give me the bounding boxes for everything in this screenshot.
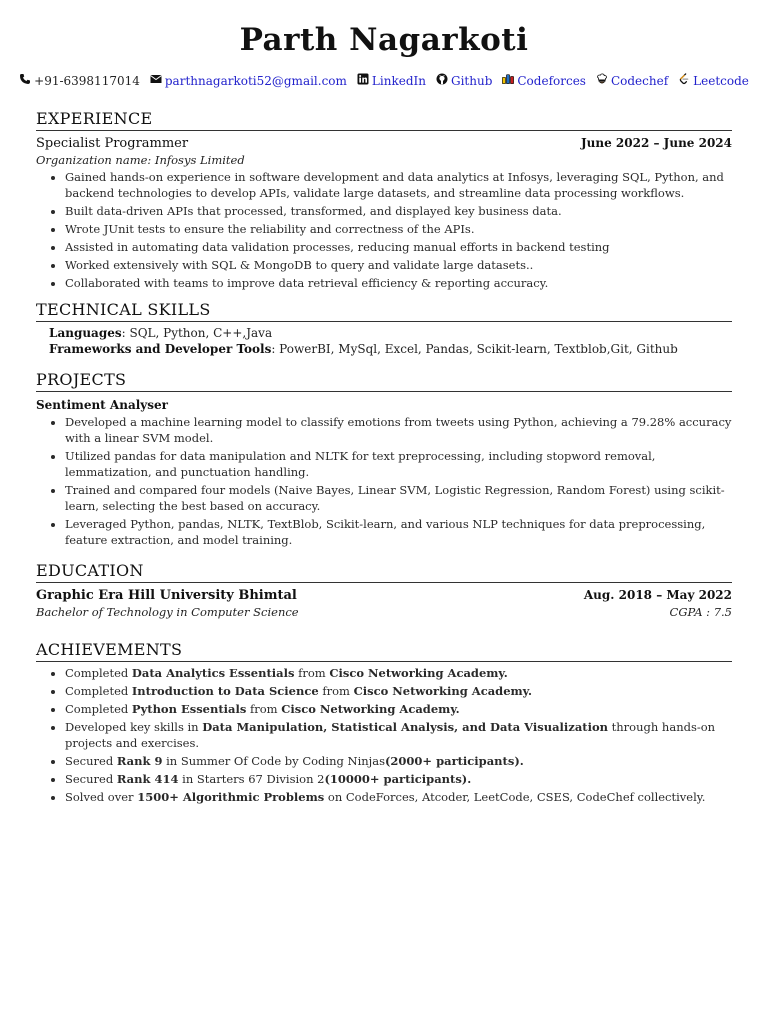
- experience-header: [36, 135, 732, 152]
- resume-page: [34, 0, 749, 805]
- list-item: [65, 771, 732, 787]
- school-name: Graphic Era Hill University Bhimtal: [36, 588, 297, 603]
- achievement-highlight: Data Manipulation, Statistical Analysis, and Data Visualization: [202, 720, 608, 734]
- languages-label: Languages: [49, 326, 122, 340]
- degree: Bachelor of Technology in Computer Science: [36, 605, 299, 619]
- achievement-highlight: (2000+ participants).: [384, 754, 524, 768]
- list-item: [65, 719, 732, 751]
- achievement-highlight: Cisco Networking Academy.: [353, 684, 533, 698]
- leetcode-icon: [678, 73, 690, 89]
- list-item: • Collaborated with teams to improve data retrieval efficiency & reporting accuracy.: [65, 275, 732, 291]
- languages-row: [49, 325, 732, 341]
- achievement-text: through hands-on projects and exercises.: [65, 720, 716, 750]
- achievement-text: Completed: [65, 666, 132, 680]
- achievement-text: Completed: [65, 702, 132, 716]
- candidate-name: Parth Nagarkoti: [239, 22, 529, 58]
- leetcode-link[interactable]: Leetcode: [693, 74, 749, 88]
- achievements-heading: ACHIEVEMENTS: [36, 640, 732, 662]
- list-item: [65, 789, 732, 805]
- cgpa: CGPA : 7.5: [669, 605, 732, 619]
- codeforces-icon: [502, 73, 514, 89]
- experience-bullets: [36, 169, 732, 291]
- education-details: [36, 604, 732, 620]
- list-item: • Worked extensively with SQL & MongoDB to query and validate large datasets..: [65, 257, 732, 273]
- achievement-highlight: Cisco Networking Academy.: [281, 702, 460, 716]
- list-item: [65, 701, 732, 717]
- education-heading: EDUCATION: [36, 561, 732, 583]
- list-item: [65, 683, 732, 699]
- phone-number: +91-6398117014: [34, 74, 140, 88]
- chef-hat-icon: [596, 73, 608, 89]
- codechef-link[interactable]: Codechef: [610, 74, 669, 88]
- email-link[interactable]: parthnagarkoti52@gmail.com: [164, 74, 347, 88]
- achievement-text: Secured: [65, 772, 117, 786]
- tools-row: [49, 341, 732, 357]
- projects-heading: PROJECTS: [36, 370, 732, 392]
- languages-value: : SQL, Python, C++,Java: [121, 326, 273, 340]
- experience-role: Specialist Programmer: [36, 136, 189, 151]
- github-link[interactable]: Github: [450, 74, 493, 88]
- linkedin-icon: [357, 73, 369, 89]
- achievement-text: on CodeForces, Atcoder, LeetCode, CSES, CodeChef collectively.: [324, 790, 706, 804]
- contact-bar: [34, 73, 749, 89]
- achievement-text: from: [246, 702, 282, 716]
- achievement-highlight: Rank 414: [116, 772, 179, 786]
- linkedin-contact[interactable]: [357, 73, 426, 89]
- codechef-contact[interactable]: [596, 73, 668, 89]
- codeforces-link[interactable]: Codeforces: [517, 74, 586, 88]
- achievement-text: in Summer Of Code by Coding Ninjas: [162, 754, 385, 768]
- achievement-text: from: [294, 666, 330, 680]
- achievement-highlight: 1500+ Algorithmic Problems: [137, 790, 325, 804]
- achievement-highlight: Cisco Networking Academy.: [329, 666, 508, 680]
- phone-icon: [19, 73, 31, 89]
- list-item: • Built data-driven APIs that processed, transformed, and displayed key business data.: [65, 203, 732, 219]
- achievement-list: [36, 665, 732, 805]
- list-item: • Gained hands-on experience in software development and data analytics at Infosys, leveraging SQL, Python, and backend technologies to develop APIs, validate large datasets, and streamline data processing workflows.: [65, 169, 732, 201]
- phone-contact[interactable]: [19, 73, 140, 89]
- tools-label: Frameworks and Developer Tools: [49, 342, 272, 356]
- leetcode-contact[interactable]: [678, 73, 749, 89]
- achievement-text: Secured: [65, 754, 117, 768]
- list-item: [65, 753, 732, 769]
- project-bullets: [36, 414, 732, 548]
- experience-heading: EXPERIENCE: [36, 109, 732, 131]
- achievement-text: in Starters 67 Division 2: [178, 772, 325, 786]
- github-contact[interactable]: [436, 73, 492, 89]
- achievement-text: from: [318, 684, 354, 698]
- achievement-highlight: Rank 9: [116, 754, 163, 768]
- list-item: [65, 665, 732, 681]
- achievement-highlight: Data Analytics Essentials: [131, 666, 295, 680]
- linkedin-link[interactable]: LinkedIn: [371, 74, 426, 88]
- project-name: Sentiment Analyser: [36, 398, 168, 412]
- github-icon: [436, 73, 448, 89]
- list-item: • Trained and compared four models (Naive Bayes, Linear SVM, Logistic Regression, Random Forest) using scikit-learn, selecting the best based on accuracy.: [65, 482, 732, 514]
- education-dates: Aug. 2018 – May 2022: [583, 588, 732, 602]
- list-item: • Wrote JUnit tests to ensure the reliability and correctness of the APIs.: [65, 221, 732, 237]
- list-item: • Developed a machine learning model to classify emotions from tweets using Python, achieving a 79.28% accuracy with a linear SVM model.: [65, 414, 732, 446]
- envelope-icon: [150, 73, 162, 89]
- experience-dates: June 2022 – June 2024: [580, 136, 732, 150]
- achievement-text: Developed key skills in: [65, 720, 203, 734]
- skills-heading: TECHNICAL SKILLS: [36, 300, 732, 322]
- list-item: • Leveraged Python, pandas, NLTK, TextBlob, Scikit-learn, and various NLP techniques for data preprocessing, feature extraction, and model training.: [65, 516, 732, 548]
- codeforces-contact[interactable]: [502, 73, 586, 89]
- achievement-highlight: Introduction to Data Science: [131, 684, 319, 698]
- education-header: [36, 587, 732, 604]
- skills-block: [36, 325, 732, 357]
- list-item: • Utilized pandas for data manipulation and NLTK for text preprocessing, including stopword removal, lemmatization, and punctuation handling.: [65, 448, 732, 480]
- achievement-text: Completed: [65, 684, 132, 698]
- email-contact[interactable]: [150, 73, 347, 89]
- achievement-text: Solved over: [65, 790, 138, 804]
- experience-organization: Organization name: Infosys Limited: [36, 153, 245, 167]
- tools-value: : PowerBI, MySql, Excel, Pandas, Scikit-learn, Textblob,Git, Github: [271, 342, 678, 356]
- achievement-highlight: (10000+ participants).: [324, 772, 472, 786]
- list-item: • Assisted in automating data validation processes, reducing manual efforts in backend testing: [65, 239, 732, 255]
- achievement-highlight: Python Essentials: [131, 702, 247, 716]
